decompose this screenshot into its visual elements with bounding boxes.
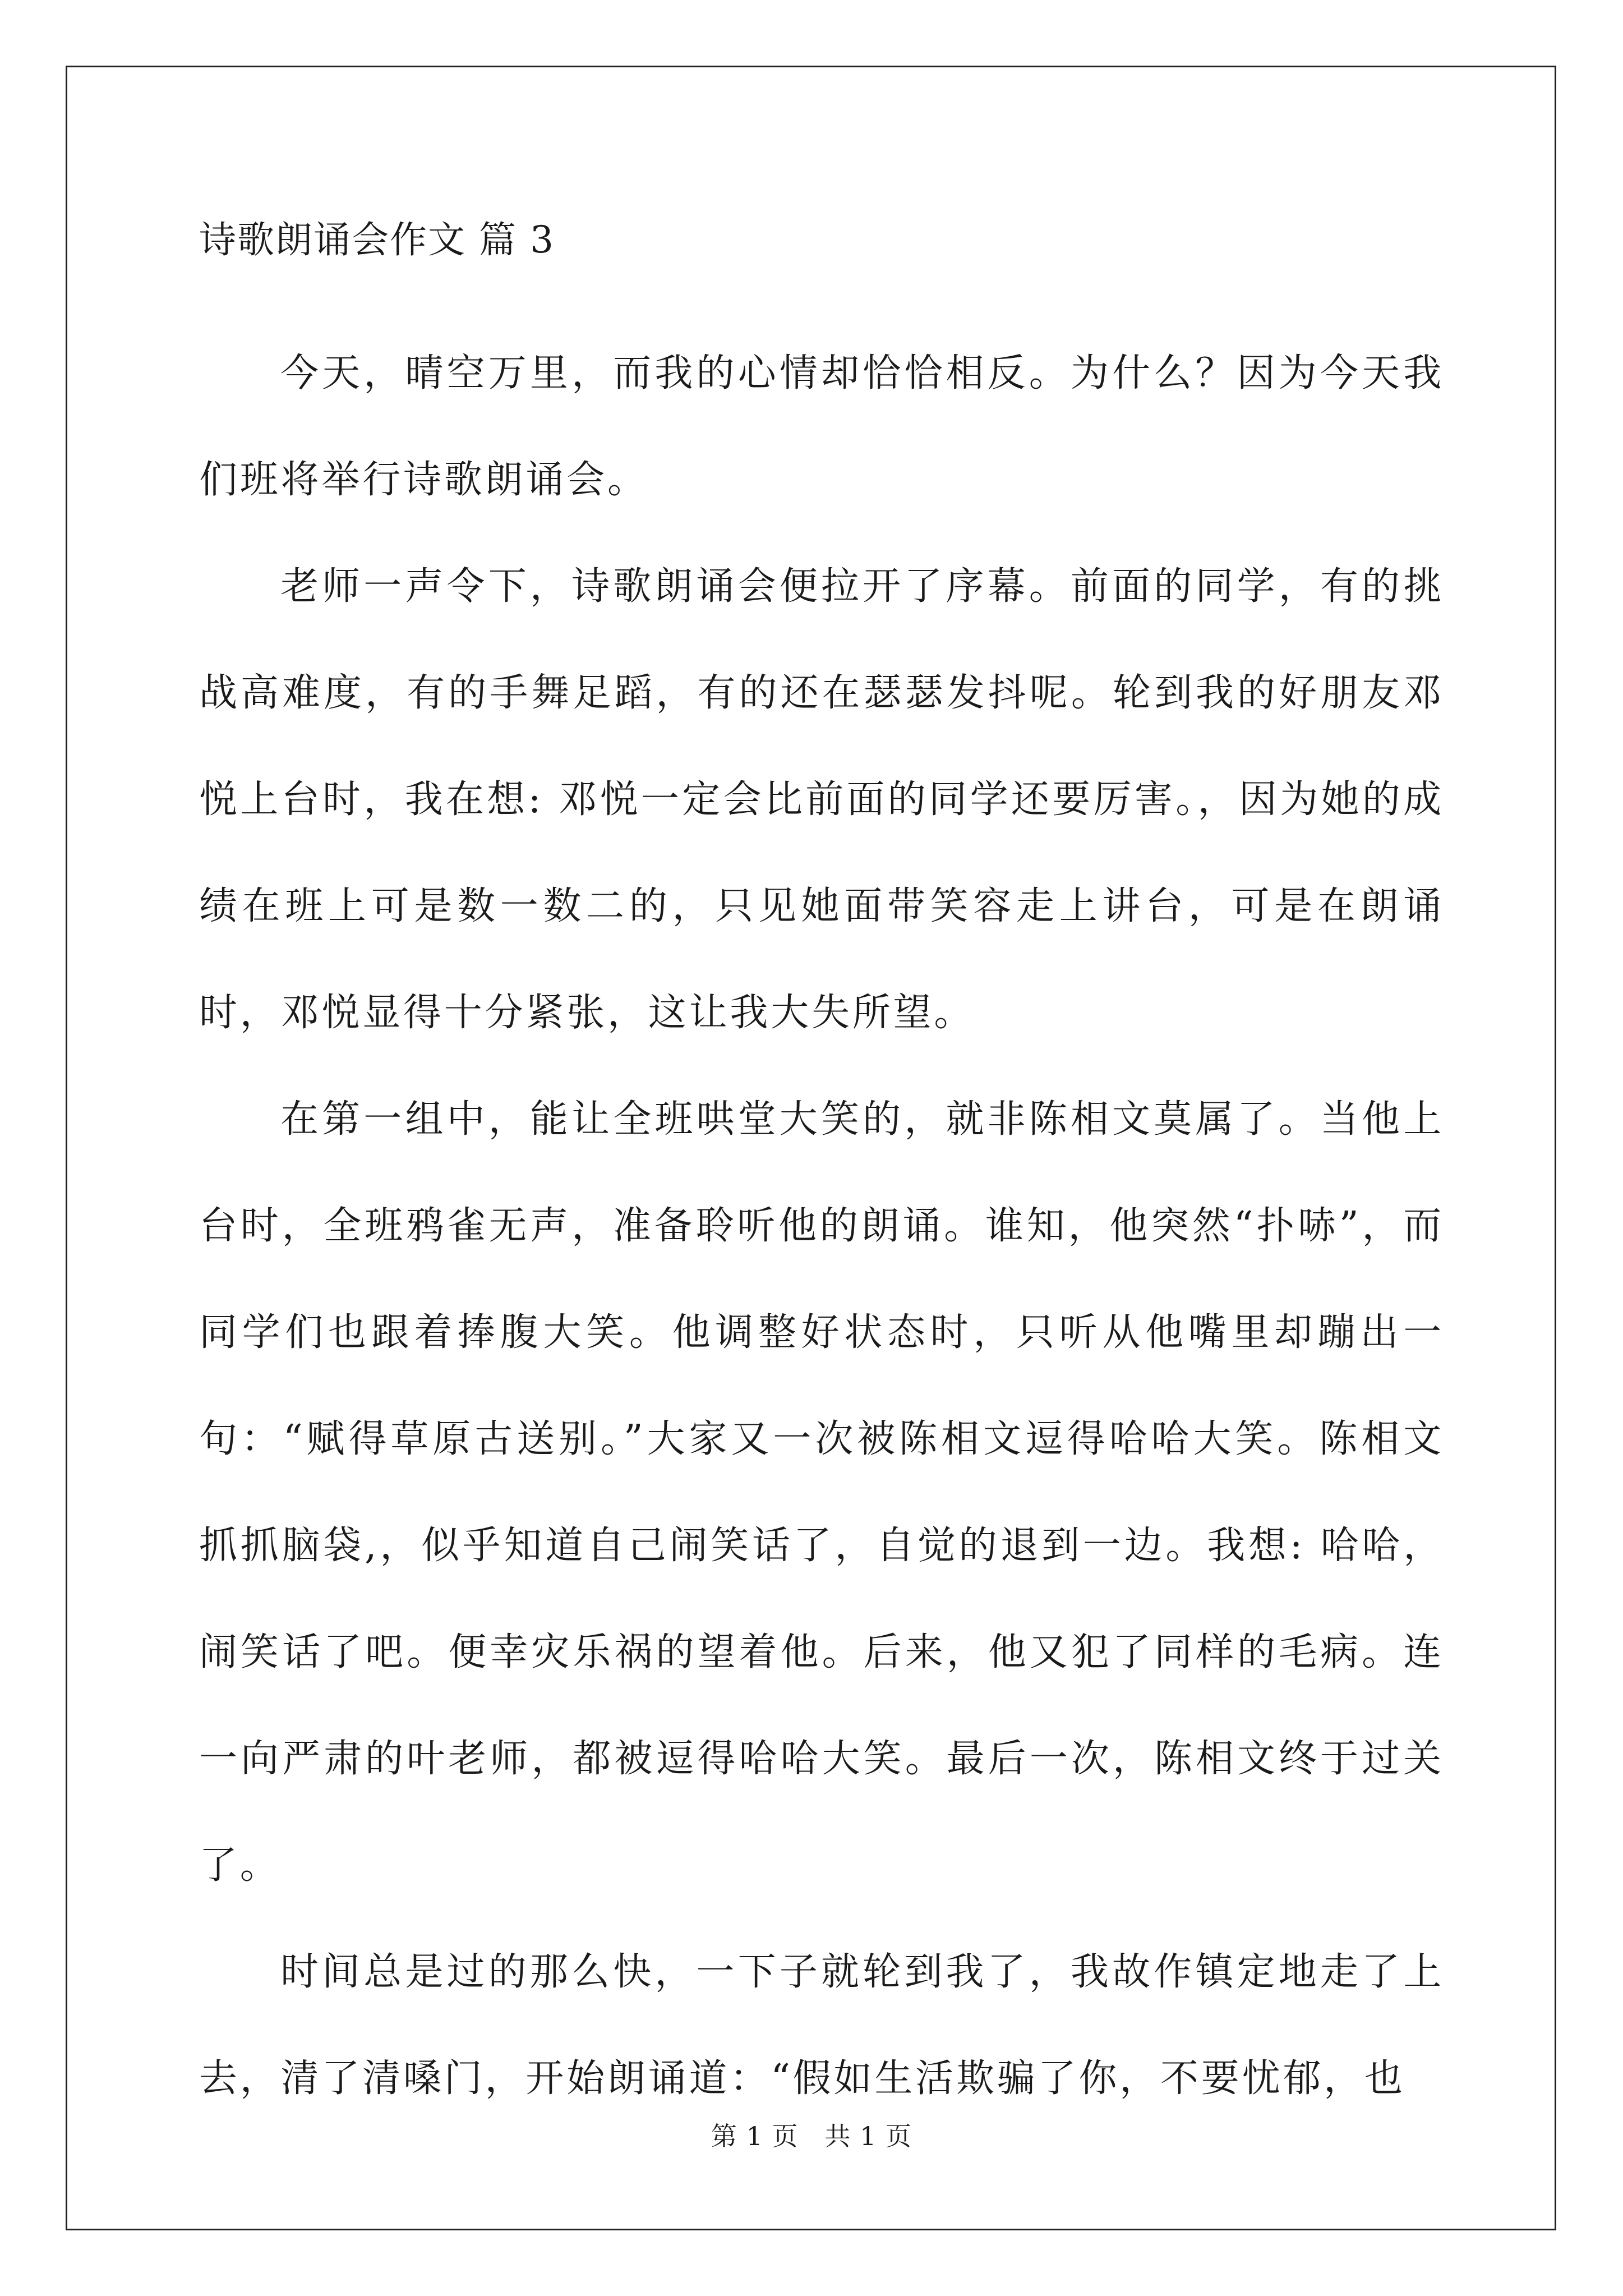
paragraph: 老师一声令下，诗歌朗诵会便拉开了序幕。前面的同学，有的挑战高难度，有的手舞足蹈，有的还在瑟瑟发抖呢。轮到我的好朋友邓悦上台时，我在想: 邓悦一定会比前面的同学还要厉害。，因为她的成绩在班上可是数一数二的，只见她面带笑容走上讲台，可是在朗诵时，邓悦显得十分紧张，这让我大失所望。 [199,564,1444,1035]
paragraph: 时间总是过的那么快，一下子就轮到我了，我故作镇定地走了上去，清了清嗓门，开始朗诵道：“假如生活欺骗了你，不要忧郁，也 [199,1950,1444,2101]
paragraph: 今天，晴空万里，而我的心情却恰恰相反。为什么？因为今天我们班将举行诗歌朗诵会。 [199,351,1444,502]
page-number: 第 1 页 共 1 页 [711,2121,912,2151]
paragraph: 在第一组中，能让全班哄堂大笑的，就非陈相文莫属了。当他上台时，全班鸦雀无声，准备聆听他的朗诵。谁知，他突然“扑哧”，而同学们也跟着捧腹大笑。他调整好状态时，只听从他嘴里却蹦出一句：“赋得草原古送别。”大家又一次被陈相文逗得哈哈大笑。陈相文抓抓脑袋,，似乎知道自己闹笑话了，自觉的退到一边。我想: 哈哈，闹笑话了吧。便幸灾乐祸的望着他。后来，他又犯了同样的毛病。连一向严肃的叶老师，都被逗得哈哈大笑。最后一次，陈相文终于过关了。 [199,1097,1444,1888]
document-title: 诗歌朗诵会作文 篇 3 [199,218,555,261]
document-body [199,218,1444,2132]
